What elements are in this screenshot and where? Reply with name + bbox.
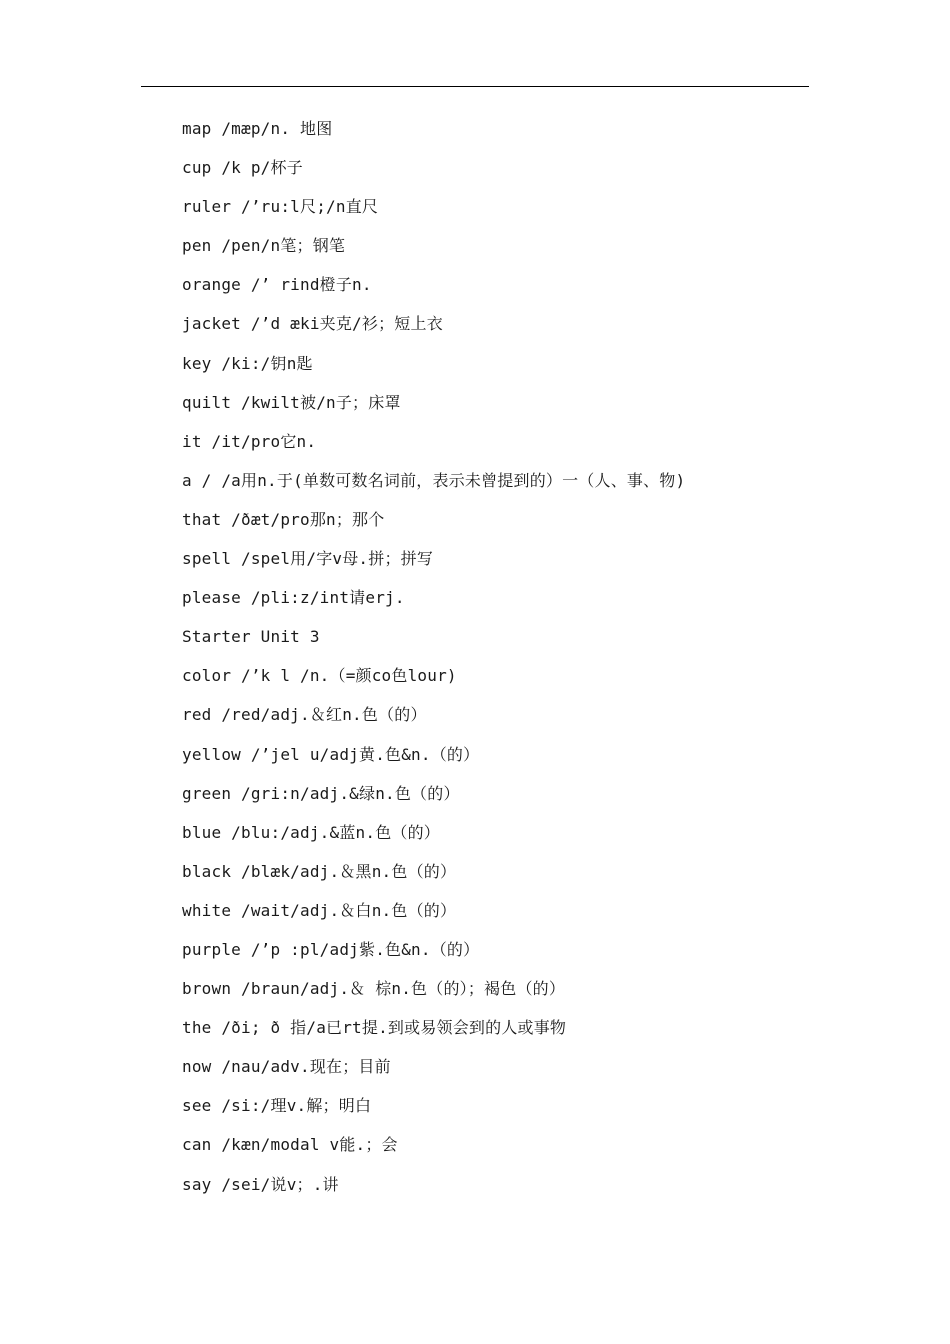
header-rule: [141, 86, 809, 87]
vocab-entry: the /ði; ð 指/a已rt提.到或易领会到的人或事物: [182, 1018, 567, 1038]
vocab-entry: can /kæn/modal v能.；会: [182, 1135, 398, 1155]
vocab-entry: blue /blu:/adj.&蓝n.色（的）: [182, 822, 440, 842]
vocab-entry: that /ðæt/pro那n；那个: [182, 509, 385, 529]
vocab-entry: red /red/adj.＆红n.色（的）: [182, 705, 427, 725]
section-heading: Starter Unit 3: [182, 627, 320, 647]
vocab-entry: black /blæk/adj.＆黑n.色（的）: [182, 861, 457, 881]
vocab-entry: cup /k p/杯子: [182, 158, 303, 178]
vocabulary-list: [182, 116, 802, 1211]
vocab-entry: ruler /’ru:l尺;/n直尺: [182, 197, 379, 217]
vocab-entry: map /mæp/n. 地图: [182, 119, 333, 138]
vocab-entry: please /pli:z/int请erj.: [182, 588, 405, 608]
vocab-entry: green /gri:n/adj.&绿n.色（的）: [182, 783, 460, 803]
vocab-entry: it /it/pro它n.: [182, 431, 317, 451]
vocab-entry: key /ki:/钥n匙: [182, 353, 313, 373]
vocab-entry: orange /’ rind橙子n.: [182, 275, 372, 295]
vocab-entry: jacket /’d æki夹克/衫；短上衣: [182, 314, 443, 334]
vocab-entry: pen /pen/n笔；钢笔: [182, 236, 346, 256]
vocab-entry: purple /’p :pl/adj紫.色&n.（的）: [182, 939, 480, 959]
vocab-entry: a / /a用n.于(单数可数名词前，表示未曾提到的）一（人、事、物): [182, 470, 686, 490]
vocab-entry: spell /spel用/字v母.拼；拼写: [182, 549, 434, 569]
vocab-entry: color /’k l /n.（=颜co色lour): [182, 666, 457, 686]
vocab-entry: say /sei/说v；.讲: [182, 1174, 339, 1194]
vocab-entry: yellow /’jel u/adj黄.色&n.（的）: [182, 744, 480, 764]
vocab-entry: see /si:/理v.解；明白: [182, 1096, 372, 1116]
vocab-entry: now /nau/adv.现在；目前: [182, 1057, 391, 1077]
vocab-entry: brown /braun/adj.＆ 棕n.色（的）；褐色（的）: [182, 979, 566, 999]
vocab-entry: white /wait/adj.＆白n.色（的）: [182, 900, 457, 920]
vocab-entry: quilt /kwilt被/n子；床罩: [182, 392, 401, 412]
